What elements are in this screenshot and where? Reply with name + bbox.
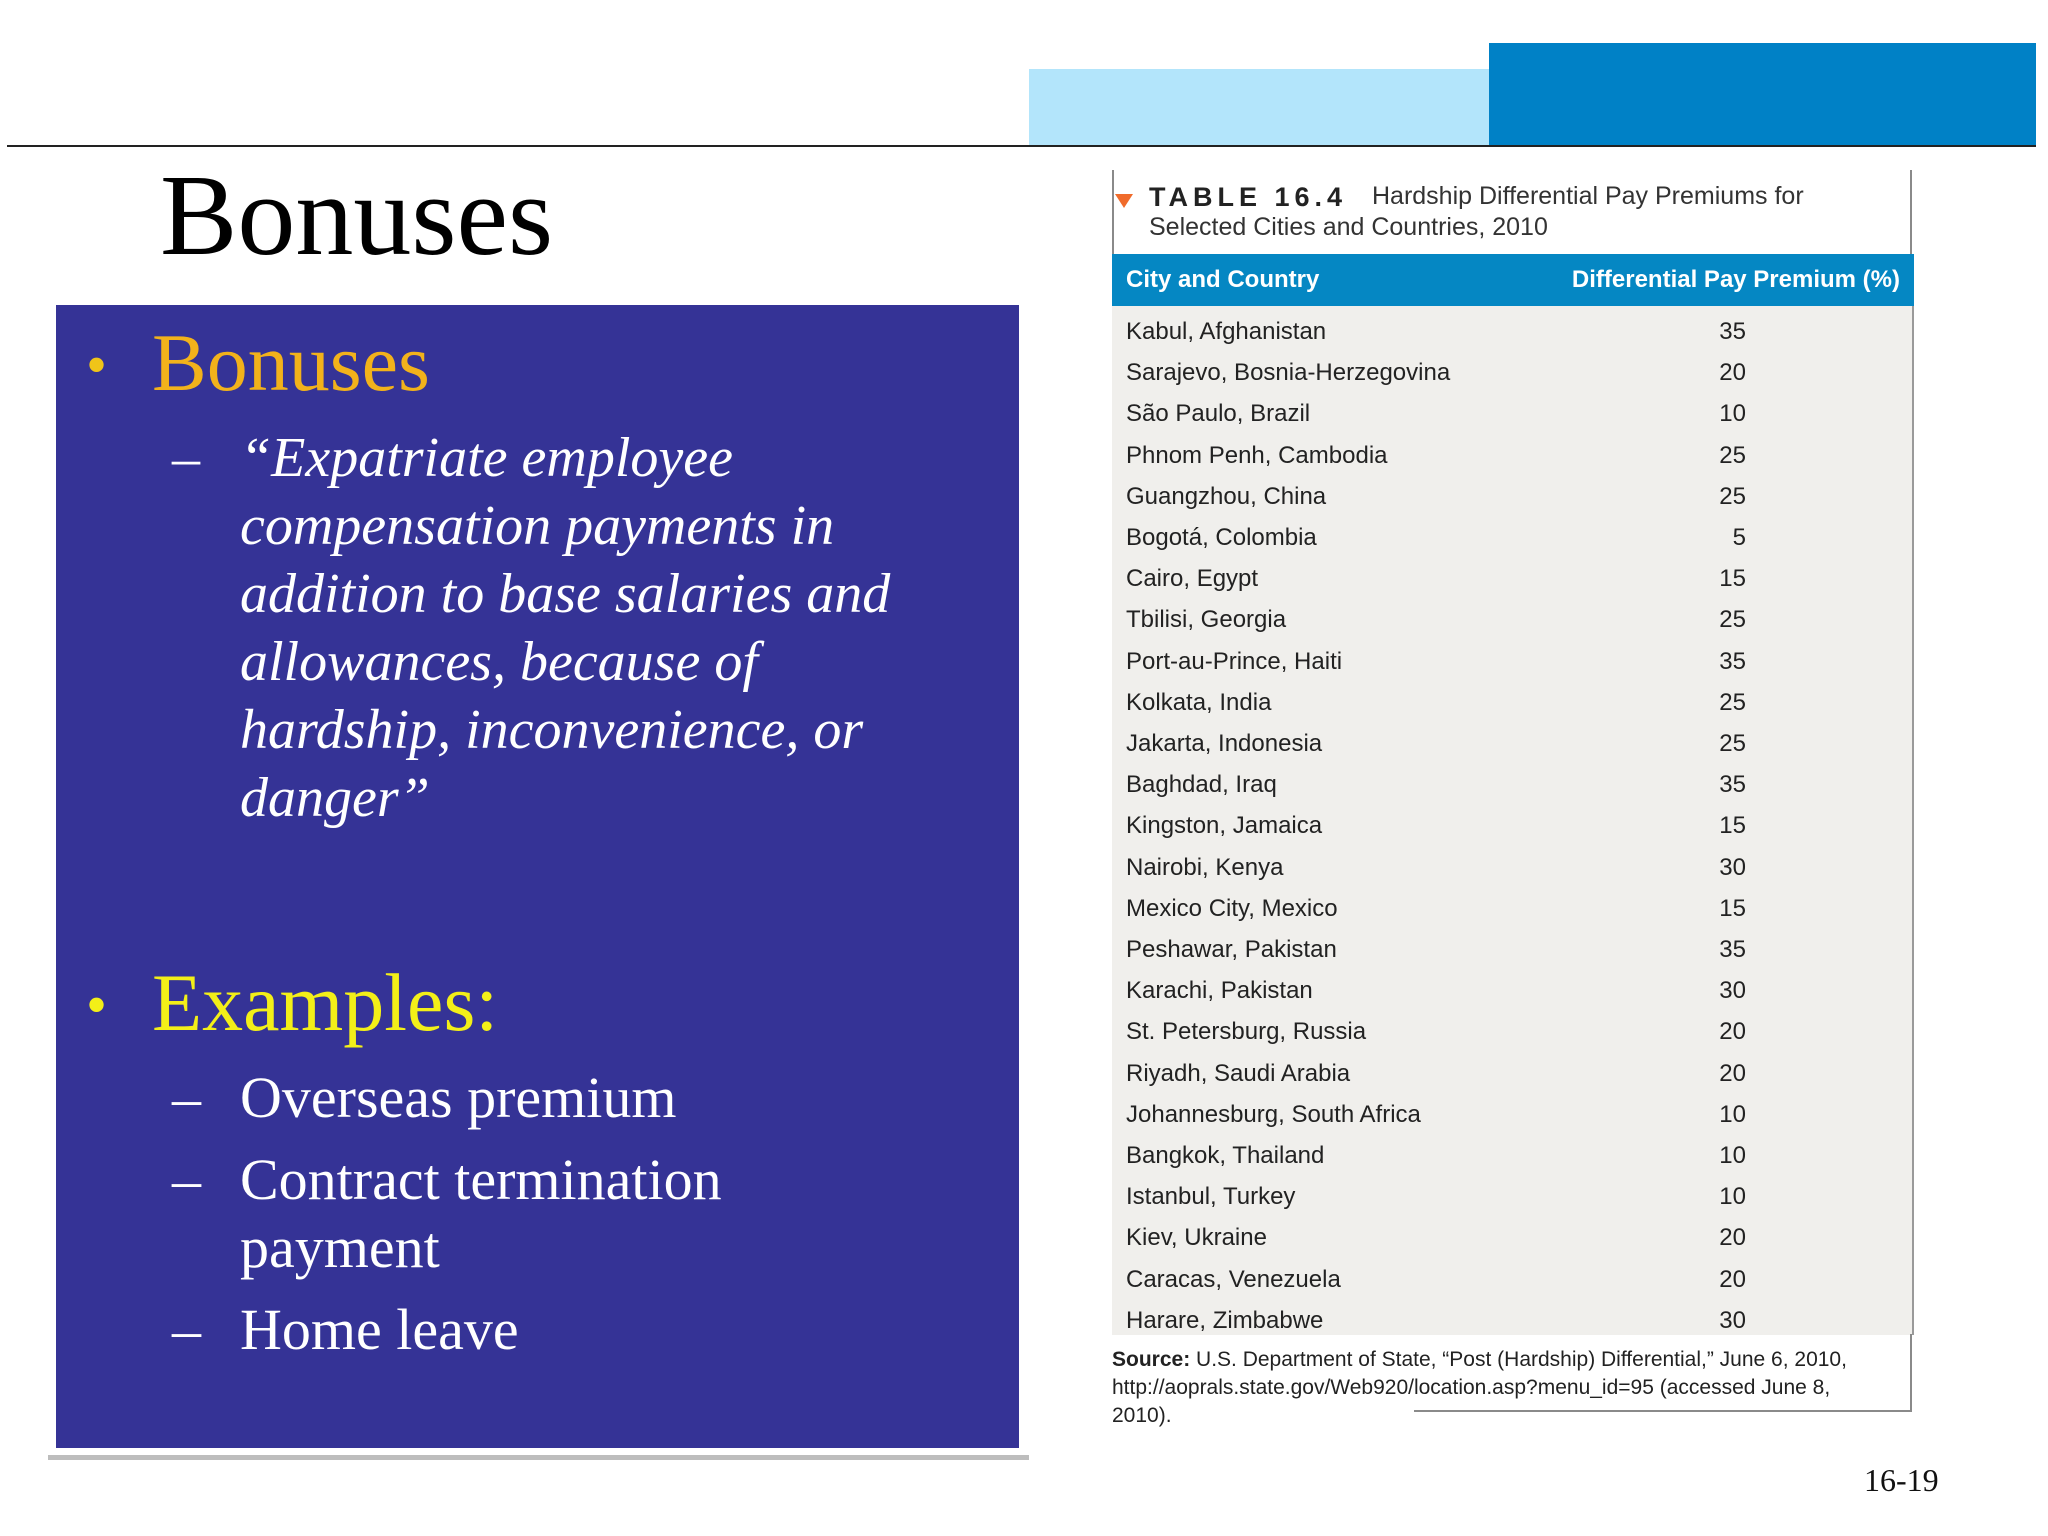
definition-line: “Expatriate employee bbox=[240, 427, 733, 489]
cell-premium: 30 bbox=[1719, 1306, 1746, 1334]
example-item-text: Contract termination bbox=[240, 1147, 722, 1212]
cell-premium: 15 bbox=[1719, 565, 1746, 593]
source-label: Source: bbox=[1112, 1348, 1191, 1371]
cell-city: Jakarta, Indonesia bbox=[1126, 730, 1323, 757]
table-label: TABLE 16.4 bbox=[1149, 182, 1348, 212]
sub-bullet-dash: – bbox=[172, 1147, 201, 1212]
cell-premium: 15 bbox=[1719, 812, 1746, 840]
source-line: 2010). bbox=[1112, 1404, 1172, 1427]
cell-premium: 35 bbox=[1719, 647, 1746, 675]
cell-city: Guangzhou, China bbox=[1126, 482, 1327, 510]
cell-premium: 10 bbox=[1719, 400, 1746, 428]
cell-premium: 35 bbox=[1719, 771, 1746, 799]
example-item-text: Home leave bbox=[240, 1297, 519, 1362]
table-row bbox=[1112, 1136, 1914, 1177]
table-body bbox=[1112, 306, 1914, 1335]
cell-premium: 20 bbox=[1719, 1018, 1746, 1046]
table-caption bbox=[1112, 170, 1912, 254]
bullet-bonuses-label: Bonuses bbox=[152, 317, 430, 408]
cell-city: Johannesburg, South Africa bbox=[1126, 1100, 1421, 1128]
sub-bullet-dash: – bbox=[172, 427, 200, 489]
cell-city: Port-au-Prince, Haiti bbox=[1126, 647, 1343, 675]
table-row bbox=[1112, 559, 1914, 600]
cell-city: Caracas, Venezuela bbox=[1126, 1265, 1341, 1293]
cell-premium: 30 bbox=[1719, 977, 1746, 1005]
cell-city: Kingston, Jamaica bbox=[1126, 812, 1323, 840]
cell-city: Tbilisi, Georgia bbox=[1126, 606, 1287, 634]
cell-city: Riyadh, Saudi Arabia bbox=[1126, 1059, 1351, 1087]
bullet-dot: • bbox=[86, 332, 108, 398]
column-header-city: City and Country bbox=[1126, 266, 1320, 293]
table-row bbox=[1112, 971, 1914, 1012]
cell-city: Kabul, Afghanistan bbox=[1126, 318, 1327, 345]
example-item-text: payment bbox=[240, 1215, 440, 1280]
definition-line: danger” bbox=[240, 767, 430, 829]
cell-premium: 15 bbox=[1719, 894, 1746, 922]
source-border-right bbox=[1910, 1334, 1912, 1410]
definition-line: compensation payments in bbox=[240, 495, 835, 557]
table-row bbox=[1112, 1095, 1914, 1136]
panel-shadow bbox=[48, 1455, 1029, 1460]
cell-city: Nairobi, Kenya bbox=[1126, 853, 1284, 881]
caption-triangle-icon bbox=[1115, 194, 1133, 208]
cell-city: Kolkata, India bbox=[1126, 688, 1272, 716]
sub-bullet-dash: – bbox=[172, 1065, 201, 1130]
example-item-text: Overseas premium bbox=[240, 1065, 677, 1130]
definition-line: allowances, because of bbox=[240, 631, 758, 693]
table-row bbox=[1112, 1012, 1914, 1053]
table-row bbox=[1112, 518, 1914, 559]
cell-premium: 5 bbox=[1732, 524, 1746, 551]
cell-premium: 35 bbox=[1719, 936, 1746, 963]
cell-city: Phnom Penh, Cambodia bbox=[1126, 441, 1388, 469]
table-row bbox=[1112, 724, 1914, 765]
table-source bbox=[1112, 1346, 1912, 1430]
table-row bbox=[1112, 312, 1914, 353]
source-text: U.S. Department of State, “Post (Hardship) Differential,” June 6, 2010, bbox=[1196, 1348, 1847, 1371]
header-divider bbox=[7, 145, 2036, 147]
table-row bbox=[1112, 1177, 1914, 1218]
source-line bbox=[1112, 1346, 1912, 1374]
page-number: 16-19 bbox=[1864, 1462, 1939, 1498]
table-row bbox=[1112, 683, 1914, 724]
bullet-dot: • bbox=[86, 972, 108, 1038]
cell-premium: 35 bbox=[1719, 318, 1746, 345]
table-caption-line: Selected Cities and Countries, 2010 bbox=[1149, 213, 1548, 241]
cell-premium: 20 bbox=[1719, 1265, 1746, 1293]
cell-premium: 25 bbox=[1719, 730, 1746, 757]
table-row bbox=[1112, 1260, 1914, 1301]
cell-city: Mexico City, Mexico bbox=[1126, 894, 1338, 922]
cell-city: Karachi, Pakistan bbox=[1126, 977, 1313, 1005]
cell-premium: 25 bbox=[1719, 606, 1746, 634]
cell-premium: 10 bbox=[1719, 1100, 1746, 1128]
cell-premium: 10 bbox=[1719, 1142, 1746, 1169]
cell-city: St. Petersburg, Russia bbox=[1126, 1018, 1367, 1046]
cell-premium: 25 bbox=[1719, 482, 1746, 510]
cell-premium: 20 bbox=[1719, 1224, 1746, 1252]
table-row bbox=[1112, 806, 1914, 847]
column-header-premium: Differential Pay Premium (%) bbox=[1571, 266, 1900, 293]
cell-premium: 25 bbox=[1719, 441, 1746, 469]
table-row bbox=[1112, 477, 1914, 518]
table-caption-line: Hardship Differential Pay Premiums for bbox=[1372, 182, 1804, 210]
cell-city: Kiev, Ukraine bbox=[1126, 1224, 1267, 1252]
cell-premium: 20 bbox=[1719, 359, 1746, 387]
header-band-light bbox=[1029, 69, 1491, 146]
source-border-bottom bbox=[1414, 1410, 1912, 1412]
table-row bbox=[1112, 1218, 1914, 1259]
cell-city: Baghdad, Iraq bbox=[1126, 771, 1277, 799]
cell-premium: 25 bbox=[1719, 688, 1746, 716]
cell-city: São Paulo, Brazil bbox=[1126, 400, 1311, 428]
cell-city: Cairo, Egypt bbox=[1126, 565, 1259, 593]
cell-city: Peshawar, Pakistan bbox=[1126, 936, 1337, 963]
table-row bbox=[1112, 600, 1914, 641]
cell-premium: 30 bbox=[1719, 853, 1746, 881]
definition-line: addition to base salaries and bbox=[240, 563, 891, 625]
definition-line: hardship, inconvenience, or bbox=[240, 699, 864, 761]
cell-city: Harare, Zimbabwe bbox=[1126, 1306, 1324, 1334]
cell-city: Istanbul, Turkey bbox=[1126, 1183, 1296, 1211]
table-row bbox=[1112, 642, 1914, 683]
table-row bbox=[1112, 848, 1914, 889]
table-row bbox=[1112, 1301, 1914, 1342]
bullet-examples-label: Examples: bbox=[152, 957, 499, 1048]
table-row bbox=[1112, 436, 1914, 477]
table-row bbox=[1112, 765, 1914, 806]
table-row bbox=[1112, 930, 1914, 971]
table-row bbox=[1112, 1054, 1914, 1095]
table-row bbox=[1112, 394, 1914, 435]
cell-city: Bogotá, Colombia bbox=[1126, 524, 1317, 551]
sub-bullet-dash: – bbox=[172, 1297, 201, 1362]
cell-city: Bangkok, Thailand bbox=[1126, 1142, 1325, 1169]
table-header-row bbox=[1112, 254, 1914, 306]
cell-city: Sarajevo, Bosnia-Herzegovina bbox=[1126, 359, 1451, 387]
table-row bbox=[1112, 889, 1914, 930]
source-line: http://aoprals.state.gov/Web920/location.asp?menu_id=95 (accessed June 8, bbox=[1112, 1376, 1831, 1399]
header-band-dark bbox=[1489, 43, 2036, 146]
cell-premium: 20 bbox=[1719, 1059, 1746, 1087]
slide-title: Bonuses bbox=[160, 152, 554, 280]
definition-text bbox=[240, 424, 890, 832]
table-row bbox=[1112, 353, 1914, 394]
cell-premium: 10 bbox=[1719, 1183, 1746, 1211]
